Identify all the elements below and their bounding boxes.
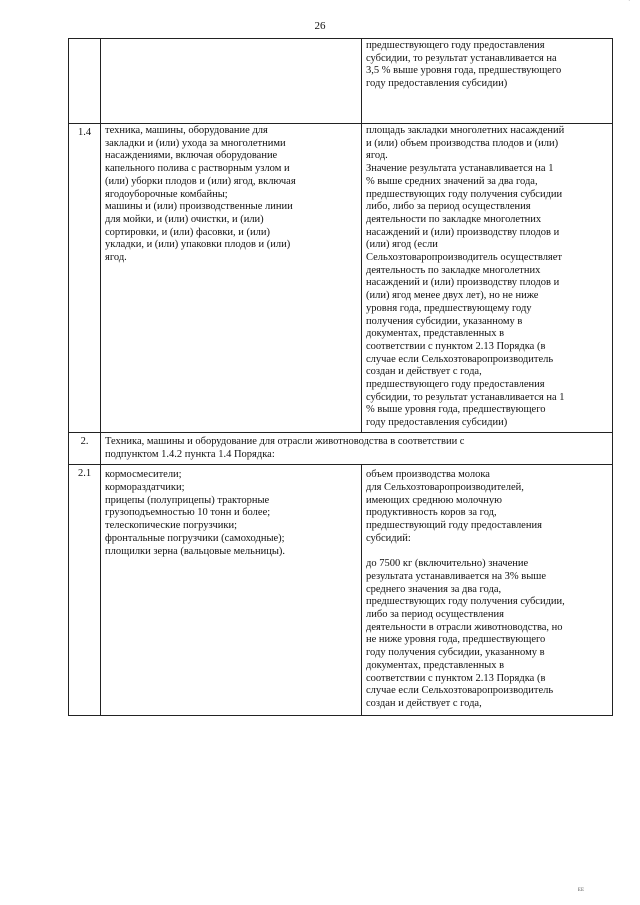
equipment-line: закладки и (или) ухода за многолетними [105, 137, 286, 149]
equipment-line: ягодоуборочные комбайны; [105, 188, 228, 200]
result-line: и (или) объем производства плодов и (или) [366, 137, 559, 149]
result-line: Сельхозтоваропроизводитель осуществляет [366, 252, 563, 264]
result-line: насаждений и (или) производству плодов и [366, 226, 560, 238]
result-intro-line: объем производства молока [366, 469, 490, 481]
equipment-cell [101, 39, 362, 124]
equipment-line: насаждениями, включая оборудование [105, 150, 278, 162]
scan-mark-top: ʼ [628, 0, 630, 5]
result-line: случае если Сельхозтоваропроизводитель [366, 353, 554, 365]
result-line: получения субсидии, указанному в [366, 315, 523, 327]
equipment-line: (или) уборки плодов и (или) ягод, включая [105, 175, 296, 187]
result-line: % выше уровня года, предшествующего [366, 404, 546, 416]
result-line: году предоставления субсидии) [366, 417, 508, 429]
result-line: деятельности по закладке многолетних [366, 213, 542, 225]
result-line: (или) ягод менее двух лет), но не ниже [366, 290, 539, 302]
result-line: году предоставления субсидии) [366, 78, 508, 90]
scan-mark-bottom: ЕЕ [577, 888, 584, 893]
equipment-line: прицепы (полуприцепы) тракторные [105, 494, 270, 506]
result-intro-line: продуктивность коров за год, [366, 507, 497, 519]
equipment-line: фронтальные погрузчики (самоходные); [105, 532, 285, 544]
subsidy-results-table [68, 38, 613, 716]
result-line: предшествующего году предоставления [366, 379, 545, 391]
paragraph-gap [366, 546, 608, 559]
equipment-line: капельного полива с растворным узлом и [105, 163, 290, 175]
result-line: среднего значения за два года, [366, 583, 502, 595]
section-heading-line: Техника, машины и оборудование для отрасли животноводства в соответствии с [105, 435, 465, 447]
equipment-line: кормораздатчики; [105, 481, 185, 493]
equipment-line: телескопические погрузчики; [105, 520, 238, 532]
table-row-2-1 [69, 465, 613, 715]
section-heading-cell [101, 432, 613, 464]
result-line: насаждений и (или) производству плодов и [366, 277, 560, 289]
equipment-line: для мойки, и (или) очистки, и (или) [105, 213, 264, 225]
result-line: предшествующего году предоставления [366, 40, 545, 51]
result-line: деятельности в отрасли животноводства, но [366, 621, 563, 633]
row-number: 1.4 [69, 124, 101, 433]
row-number [69, 39, 101, 124]
result-line: документах, представленных в [366, 328, 505, 340]
result-line: субсидии, то результат устанавливается на 1 [366, 391, 565, 403]
equipment-line: машины и (или) производственные линии [105, 201, 293, 213]
equipment-cell [101, 124, 362, 433]
result-cell [362, 465, 613, 715]
result-line: либо, либо за период осуществления [366, 201, 531, 213]
result-line: создан и действует с года, [366, 697, 482, 709]
result-line: предшествующих году получения субсидии, [366, 596, 565, 608]
equipment-line: грузоподъемностью 10 тонн и более; [105, 507, 271, 519]
result-line: субсидии, то результат устанавливается на [366, 52, 557, 64]
result-cell [362, 124, 613, 433]
result-line: Значение результата устанавливается на 1 [366, 163, 554, 175]
result-line: % выше средних значений за два года, [366, 175, 538, 187]
equipment-line: укладки, и (или) упаковки плодов и (или) [105, 239, 291, 251]
result-intro-line: имеющих среднюю молочную [366, 494, 503, 506]
equipment-line: ягод. [105, 252, 127, 264]
row-number: 2. [69, 432, 101, 464]
equipment-cell [101, 465, 362, 715]
result-line: создан и действует с года, [366, 366, 482, 378]
result-line: деятельность по закладке многолетних [366, 264, 541, 276]
result-line: соответствии с пунктом 2.13 Порядка (в [366, 672, 546, 684]
result-line: случае если Сельхозтоваропроизводитель [366, 685, 554, 697]
result-line: либо за период осуществления [366, 609, 504, 620]
equipment-line: площилки зерна (вальцовые мельницы). [105, 545, 285, 557]
section-heading-line: подпунктом 1.4.2 пункта 1.4 Порядка: [105, 448, 275, 460]
result-line: ягод. [366, 150, 388, 162]
equipment-line: сортировки, и (или) фасовки, и (или) [105, 226, 271, 238]
result-line: предшествующих году получения субсидии [366, 188, 563, 200]
result-line: площадь закладки многолетних насаждений [366, 125, 565, 136]
result-intro-line: субсидий: [366, 532, 411, 544]
result-line: уровня года, предшествующему году [366, 302, 532, 314]
result-line: результата устанавливается на 3% выше [366, 570, 546, 582]
result-intro-line: предшествующий году предоставления [366, 520, 542, 532]
table-row-2 [69, 432, 613, 464]
result-intro-line: для Сельхозтоваропроизводителей, [366, 481, 524, 493]
result-line: 3,5 % выше уровня года, предшествующего [366, 65, 562, 77]
result-cell [362, 39, 613, 124]
table-row-1-4 [69, 124, 613, 433]
result-line: году получения субсидии, указанному в [366, 647, 545, 659]
result-line: соответствии с пунктом 2.13 Порядка (в [366, 340, 546, 352]
result-line: не ниже уровня года, предшествующего [366, 634, 546, 646]
table-row-continuation [69, 39, 613, 124]
page-number: 26 [314, 20, 326, 32]
result-line: документах, представленных в [366, 659, 505, 671]
row-number: 2.1 [69, 465, 101, 715]
equipment-line: техника, машины, оборудование для [105, 125, 268, 136]
equipment-line: кормосмесители; [105, 469, 182, 481]
result-line: (или) ягод (если [366, 239, 438, 251]
result-line: до 7500 кг (включительно) значение [366, 558, 529, 570]
